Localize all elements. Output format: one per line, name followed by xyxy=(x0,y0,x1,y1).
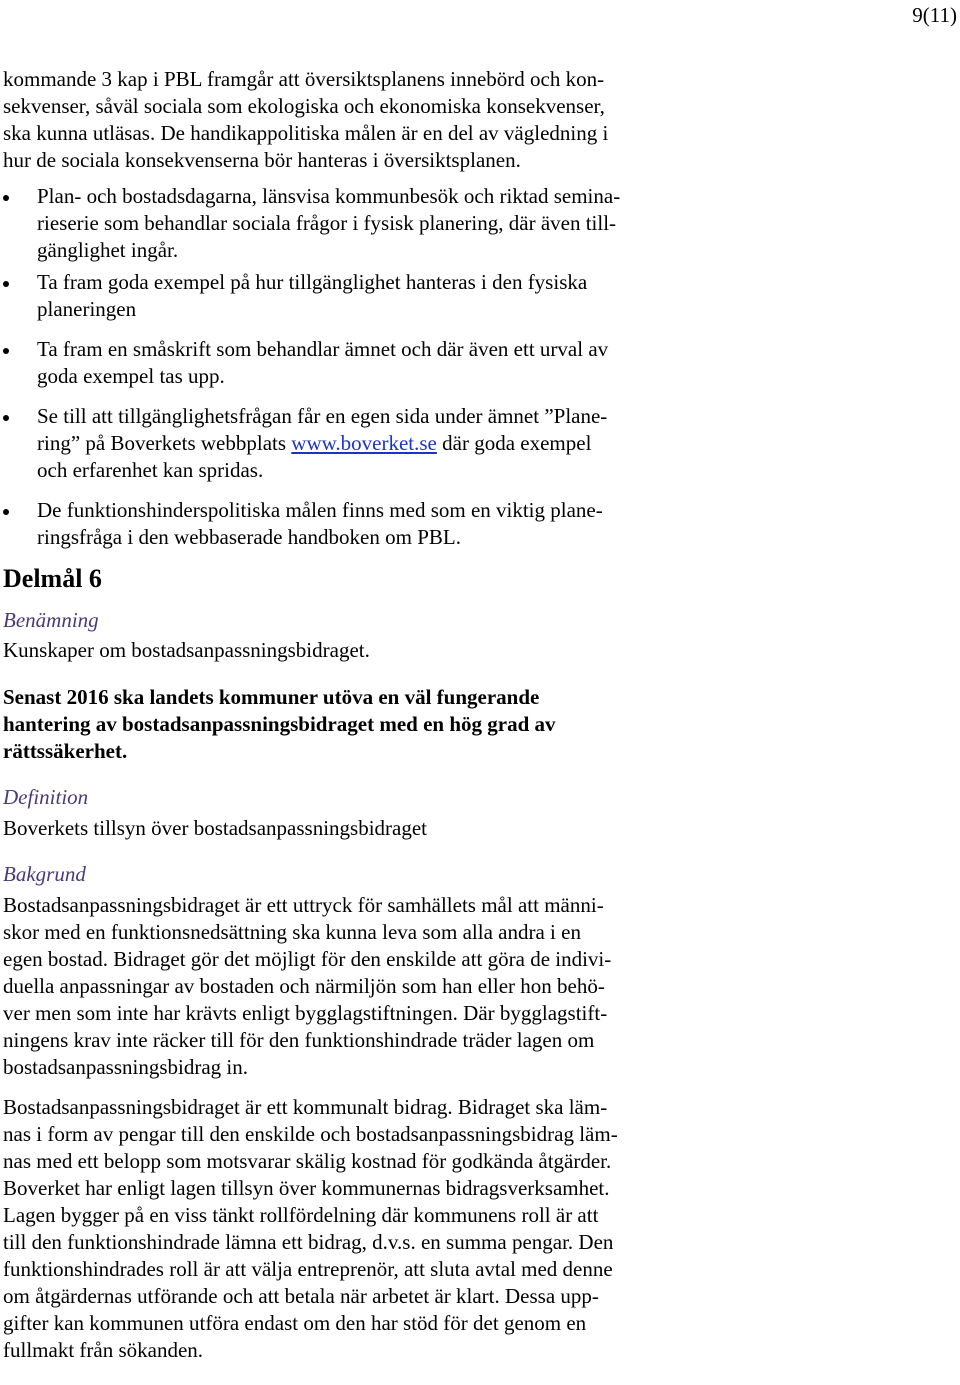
background-paragraph-1 xyxy=(3,892,703,1081)
text-line: om åtgärdernas utförande och att betala när arbetet är klart. Dessa upp- xyxy=(3,1284,599,1308)
text-line: Ta fram en småskrift som behandlar ämnet och där även ett urval av xyxy=(37,337,609,361)
text-line: Bostadsanpassningsbidraget är ett kommunalt bidrag. Bidraget ska läm- xyxy=(3,1095,608,1119)
text-line: Boverket har enligt lagen tillsyn över kommunernas bidragsverksamhet. xyxy=(3,1176,610,1200)
text-line: Se till att tillgänglighetsfrågan får en egen sida under ämnet ”Plane- xyxy=(37,404,608,428)
text-line: ska kunna utläsas. De handikappolitiska målen är en del av vägledning i xyxy=(3,121,609,145)
text-line: Ta fram goda exempel på hur tillgänglighet hanteras i den fysiska xyxy=(37,270,588,294)
text-line: Lagen bygger på en viss tänkt rollfördelning där kommunens roll är att xyxy=(3,1203,599,1227)
name-value: Kunskaper om bostadsanpassningsbidraget. xyxy=(3,638,370,662)
text-line: goda exempel tas upp. xyxy=(37,364,225,388)
name-label: Benämning xyxy=(3,608,99,632)
definition-label: Definition xyxy=(3,785,89,809)
text-line: bostadsanpassningsbidrag in. xyxy=(3,1055,248,1079)
background-paragraph-2 xyxy=(3,1094,703,1364)
goal-statement xyxy=(3,684,703,765)
boverket-link[interactable]: www.boverket.se xyxy=(291,431,437,455)
text-line: till den funktionshindrade lämna ett bidrag, d.v.s. en summa pengar. Den xyxy=(3,1230,614,1254)
text-line xyxy=(37,430,703,457)
text-line: gänglighet ingår. xyxy=(37,238,179,262)
text-line: funktionshindrades roll är att välja entreprenör, att sluta avtal med denne xyxy=(3,1257,613,1281)
text-line: fullmakt från sökanden. xyxy=(3,1338,204,1362)
background-label: Bakgrund xyxy=(3,862,86,886)
document-body xyxy=(3,66,703,1364)
text-line: och erfarenhet kan spridas. xyxy=(37,458,264,482)
text-line: De funktionshinderspolitiska målen finns med som en viktig plane- xyxy=(37,498,603,522)
text-line: Plan- och bostadsdagarna, länsvisa kommunbesök och riktad semina- xyxy=(37,184,621,208)
list-item xyxy=(3,403,703,484)
list-item xyxy=(3,336,703,390)
text-span: där goda exempel xyxy=(436,431,592,455)
text-line: skor med en funktionsnedsättning ska kunna leva som alla andra i en xyxy=(3,920,581,944)
text-line: egen bostad. Bidraget gör det möjligt för den enskilde att göra de indivi- xyxy=(3,947,612,971)
bullet-icon xyxy=(3,281,9,287)
text-line: ningens krav inte räcker till för den funktionshindrade träder lagen om xyxy=(3,1028,595,1052)
text-line: duella anpassningar av bostaden och närmiljön som han eller hon behö- xyxy=(3,974,605,998)
text-line: planeringen xyxy=(37,297,137,321)
measures-list xyxy=(3,183,703,551)
list-item xyxy=(3,497,703,551)
text-line: Senast 2016 ska landets kommuner utöva en väl fungerande xyxy=(3,685,540,709)
text-line: rättssäkerhet. xyxy=(3,739,128,763)
definition-value: Boverkets tillsyn över bostadsanpassningsbidraget xyxy=(3,816,428,840)
text-line: sekvenser, såväl sociala som ekologiska och ekonomiska konsekvenser, xyxy=(3,94,605,118)
intro-paragraph xyxy=(3,66,703,174)
page-number: 9(11) xyxy=(912,3,957,27)
text-line: gifter kan kommunen utföra endast om den har stöd för det genom en xyxy=(3,1311,587,1335)
section-heading: Delmål 6 xyxy=(3,564,102,593)
text-line: nas med ett belopp som motsvarar skälig kostnad för godkända åtgärder. xyxy=(3,1149,612,1173)
text-line: kommande 3 kap i PBL framgår att översiktsplanens innebörd och kon- xyxy=(3,67,605,91)
text-line: ver men som inte har krävts enligt bygglagstiftningen. Där bygglagstift- xyxy=(3,1001,608,1025)
bullet-icon xyxy=(3,348,9,354)
text-line: rieserie som behandlar sociala frågor i fysisk planering, där även till- xyxy=(37,211,617,235)
text-span: ring” på Boverkets webbplats xyxy=(37,431,292,455)
bullet-icon xyxy=(3,509,9,515)
text-line: hur de sociala konsekvenserna bör hanteras i översiktsplanen. xyxy=(3,148,521,172)
bullet-icon xyxy=(3,195,9,201)
list-item xyxy=(3,269,703,323)
list-item xyxy=(3,183,703,264)
text-line: hantering av bostadsanpassningsbidraget med en hög grad av xyxy=(3,712,556,736)
bullet-icon xyxy=(3,415,9,421)
text-line: ringsfråga i den webbaserade handboken om PBL. xyxy=(37,525,461,549)
text-line: Bostadsanpassningsbidraget är ett uttryck för samhällets mål att männi- xyxy=(3,893,604,917)
text-line: nas i form av pengar till den enskilde och bostadsanpassningsbidrag läm- xyxy=(3,1122,618,1146)
